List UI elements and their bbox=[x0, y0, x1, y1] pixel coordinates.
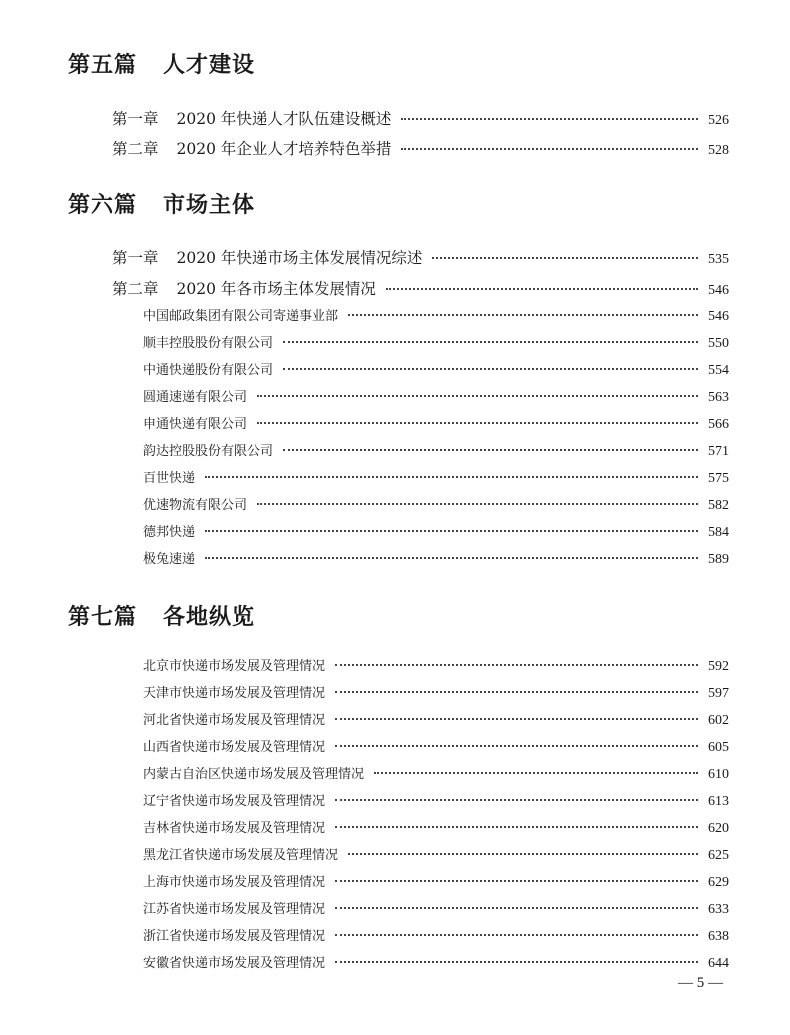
entry-title: 百世快递 bbox=[143, 471, 196, 486]
entry-title: 德邦快递 bbox=[143, 525, 196, 540]
toc-entry-row[interactable] bbox=[143, 952, 729, 972]
dot-leader bbox=[257, 503, 698, 505]
dot-leader bbox=[374, 772, 698, 774]
entry-title: 极兔速递 bbox=[143, 552, 196, 567]
toc-chapter-row[interactable] bbox=[112, 107, 729, 129]
entry-title: 上海市快递市场发展及管理情况 bbox=[143, 875, 326, 890]
page-number: 535 bbox=[708, 252, 729, 267]
toc-entry-row[interactable] bbox=[143, 332, 729, 352]
dot-leader bbox=[205, 557, 698, 559]
page-number: 526 bbox=[708, 113, 729, 128]
toc-entry-row[interactable] bbox=[143, 682, 729, 702]
dot-leader bbox=[335, 826, 698, 828]
page-number: 629 bbox=[708, 875, 729, 890]
entry-title: 河北省快递市场发展及管理情况 bbox=[143, 713, 326, 728]
page-number: 605 bbox=[708, 740, 729, 755]
page-number: 571 bbox=[708, 444, 729, 459]
entry-title: 圆通速递有限公司 bbox=[143, 390, 248, 405]
part-title bbox=[68, 600, 255, 631]
chapter-number: 第一章 bbox=[112, 249, 159, 267]
toc-entry-row[interactable] bbox=[143, 386, 729, 406]
dot-leader bbox=[205, 530, 698, 532]
entry-title: 中国邮政集团有限公司寄递事业部 bbox=[143, 309, 339, 324]
toc-entry-row[interactable] bbox=[143, 494, 729, 514]
chapter-title: 2020 年企业人才培养特色举措 bbox=[176, 140, 392, 158]
page-number: 633 bbox=[708, 902, 729, 917]
dot-leader bbox=[335, 799, 698, 801]
page-number: 589 bbox=[708, 552, 729, 567]
dot-leader bbox=[257, 395, 698, 397]
part-name: 各地纵览 bbox=[163, 605, 256, 630]
part-name: 人才建设 bbox=[163, 53, 256, 78]
part-title bbox=[68, 48, 255, 79]
dot-leader bbox=[335, 691, 698, 693]
page-number: 563 bbox=[708, 390, 729, 405]
page-number: 597 bbox=[708, 686, 729, 701]
entry-title: 江苏省快递市场发展及管理情况 bbox=[143, 902, 326, 917]
dot-leader bbox=[432, 257, 698, 259]
page-number: 575 bbox=[708, 471, 729, 486]
toc-entry-row[interactable] bbox=[143, 925, 729, 945]
page-number: 584 bbox=[708, 525, 729, 540]
entry-title: 山西省快递市场发展及管理情况 bbox=[143, 740, 326, 755]
entry-title: 优速物流有限公司 bbox=[143, 498, 248, 513]
page-number: 546 bbox=[708, 309, 729, 324]
page-number: 582 bbox=[708, 498, 729, 513]
entry-title: 吉林省快递市场发展及管理情况 bbox=[143, 821, 326, 836]
page-number: 528 bbox=[708, 143, 729, 158]
entry-title: 中通快递股份有限公司 bbox=[143, 363, 274, 378]
toc-entry-row[interactable] bbox=[143, 817, 729, 837]
dot-leader bbox=[401, 148, 698, 150]
toc-entry-row[interactable] bbox=[143, 413, 729, 433]
chapter-title: 2020 年快递人才队伍建设概述 bbox=[176, 110, 392, 128]
toc-entry-row[interactable] bbox=[143, 763, 729, 783]
part-title bbox=[68, 188, 255, 219]
dot-leader bbox=[348, 314, 698, 316]
page-number: 610 bbox=[708, 767, 729, 782]
toc-chapter-row[interactable] bbox=[112, 137, 729, 159]
page-number: 566 bbox=[708, 417, 729, 432]
chapter-number: 第二章 bbox=[112, 140, 159, 158]
part-number: 第六篇 bbox=[68, 193, 138, 218]
dot-leader bbox=[335, 934, 698, 936]
dot-leader bbox=[205, 476, 698, 478]
toc-entry-row[interactable] bbox=[143, 655, 729, 675]
dot-leader bbox=[335, 718, 698, 720]
toc-entry-row[interactable] bbox=[143, 898, 729, 918]
dot-leader bbox=[335, 664, 698, 666]
page-number: 613 bbox=[708, 794, 729, 809]
dot-leader bbox=[401, 118, 698, 120]
dot-leader bbox=[335, 745, 698, 747]
toc-chapter-row[interactable] bbox=[112, 277, 729, 299]
page-number: 550 bbox=[708, 336, 729, 351]
toc-entry-row[interactable] bbox=[143, 359, 729, 379]
page-number: 644 bbox=[708, 956, 729, 971]
entry-title: 韵达控股股份有限公司 bbox=[143, 444, 274, 459]
entry-title: 内蒙古自治区快递市场发展及管理情况 bbox=[143, 767, 365, 782]
entry-title: 辽宁省快递市场发展及管理情况 bbox=[143, 794, 326, 809]
entry-title: 安徽省快递市场发展及管理情况 bbox=[143, 956, 326, 971]
dot-leader bbox=[283, 368, 698, 370]
dot-leader bbox=[283, 449, 698, 451]
toc-entry-row[interactable] bbox=[143, 440, 729, 460]
toc-entry-row[interactable] bbox=[143, 305, 729, 325]
page-number: 625 bbox=[708, 848, 729, 863]
chapter-title: 2020 年快递市场主体发展情况综述 bbox=[176, 249, 423, 267]
entry-title: 申通快递有限公司 bbox=[143, 417, 248, 432]
page-number: 592 bbox=[708, 659, 729, 674]
toc-entry-row[interactable] bbox=[143, 844, 729, 864]
dot-leader bbox=[335, 880, 698, 882]
dot-leader bbox=[335, 961, 698, 963]
dot-leader bbox=[386, 288, 698, 290]
page-number: 554 bbox=[708, 363, 729, 378]
dot-leader bbox=[283, 341, 698, 343]
toc-entry-row[interactable] bbox=[143, 736, 729, 756]
toc-entry-row[interactable] bbox=[143, 521, 729, 541]
part-number: 第七篇 bbox=[68, 605, 138, 630]
chapter-number: 第一章 bbox=[112, 110, 159, 128]
toc-entry-row[interactable] bbox=[143, 709, 729, 729]
dot-leader bbox=[348, 853, 698, 855]
chapter-number: 第二章 bbox=[112, 280, 159, 298]
page-number: 620 bbox=[708, 821, 729, 836]
page-number: 602 bbox=[708, 713, 729, 728]
page-footer-number: — 5 — bbox=[678, 975, 723, 991]
toc-chapter-row[interactable] bbox=[112, 246, 729, 268]
entry-title: 顺丰控股股份有限公司 bbox=[143, 336, 274, 351]
toc-entry-row[interactable] bbox=[143, 467, 729, 487]
entry-title: 天津市快递市场发展及管理情况 bbox=[143, 686, 326, 701]
entry-title: 浙江省快递市场发展及管理情况 bbox=[143, 929, 326, 944]
page-number: 638 bbox=[708, 929, 729, 944]
dot-leader bbox=[257, 422, 698, 424]
toc-entry-row[interactable] bbox=[143, 790, 729, 810]
toc-entry-row[interactable] bbox=[143, 548, 729, 568]
chapter-title: 2020 年各市场主体发展情况 bbox=[176, 280, 376, 298]
entry-title: 黑龙江省快递市场发展及管理情况 bbox=[143, 848, 339, 863]
part-number: 第五篇 bbox=[68, 53, 138, 78]
entry-title: 北京市快递市场发展及管理情况 bbox=[143, 659, 326, 674]
page-number: 546 bbox=[708, 283, 729, 298]
part-name: 市场主体 bbox=[163, 193, 256, 218]
toc-entry-row[interactable] bbox=[143, 871, 729, 891]
dot-leader bbox=[335, 907, 698, 909]
